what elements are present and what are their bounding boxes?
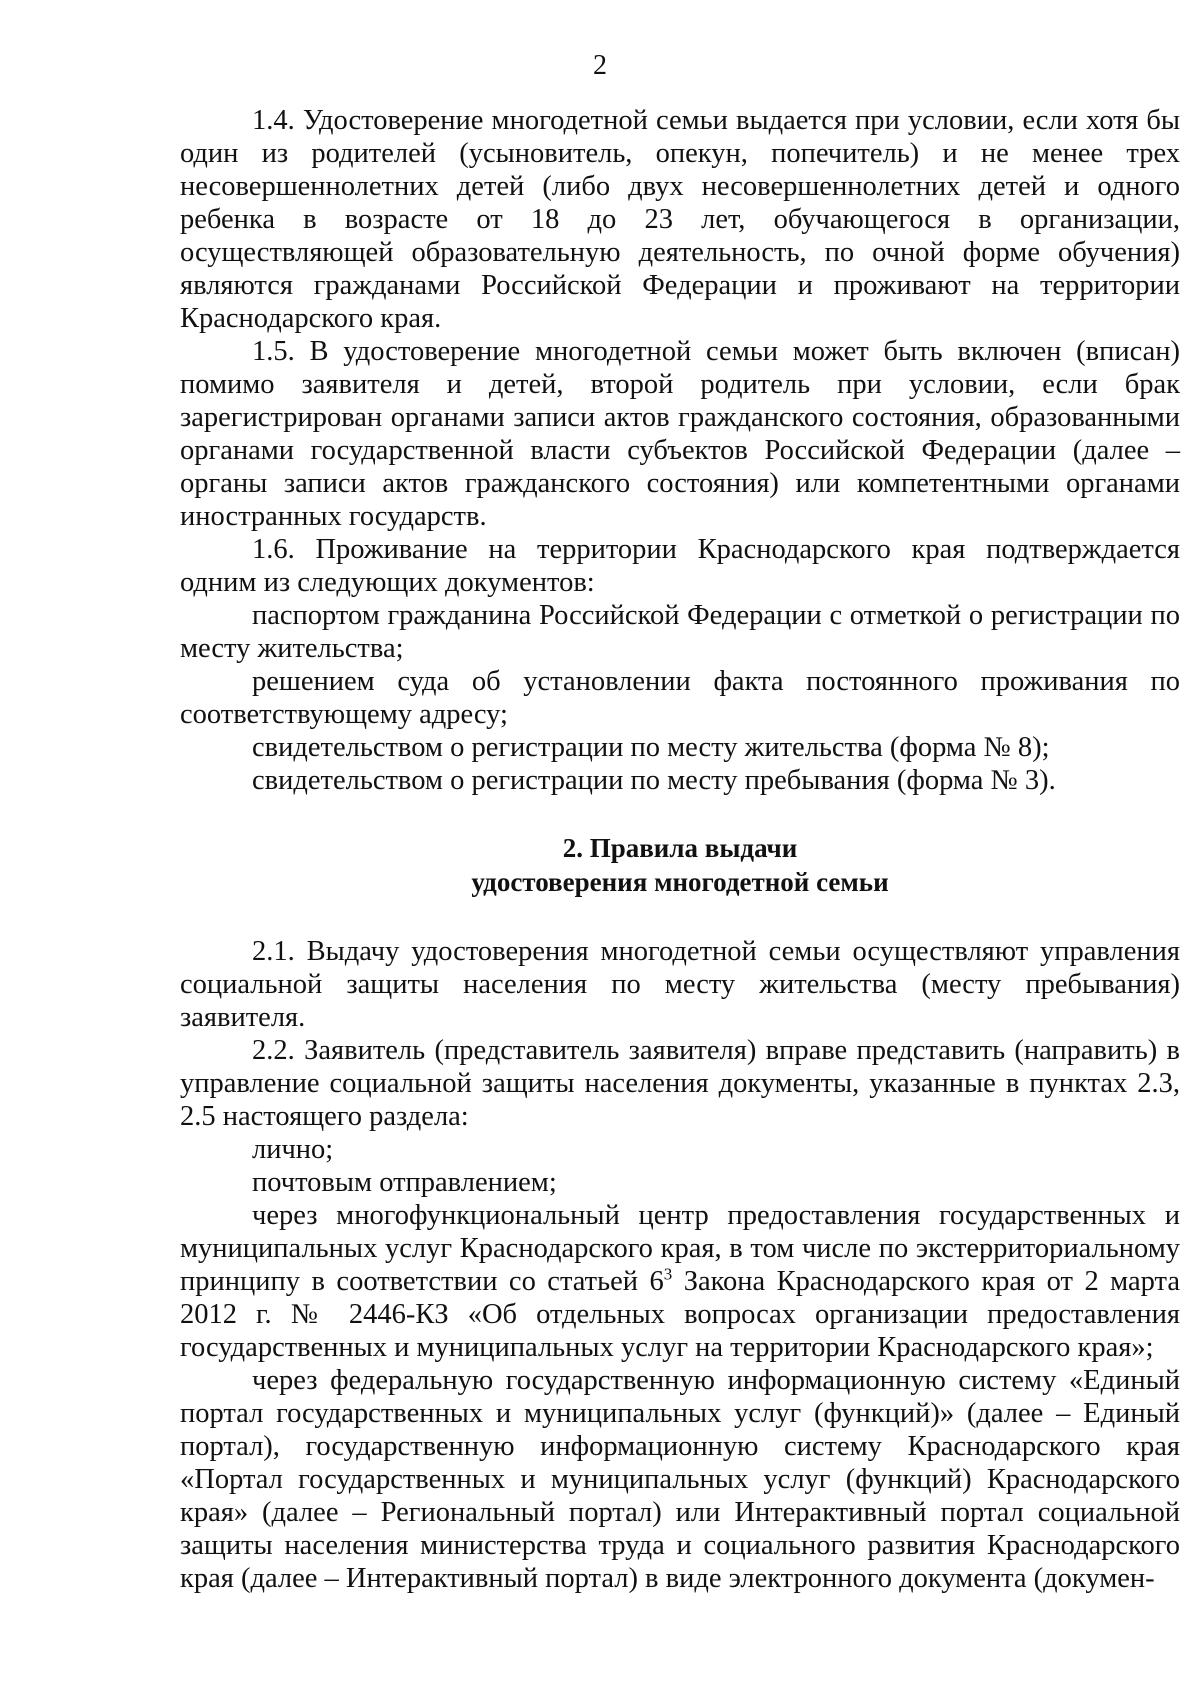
- paragraph-1-6: 1.6. Проживание на территории Краснодарского края подтверждается одним из следующих документов:: [180, 534, 1180, 598]
- list-item-in-person: лично;: [252, 1134, 334, 1165]
- mfc-text-start: через многофункциональный центр предоставления государственных и муниципальных услуг Краснодарского края, в том числе по экстерриториальному принципу в соответствии со статьей 6: [180, 1200, 1180, 1297]
- list-item-form-3: свидетельством о регистрации по месту пребывания (форма № 3).: [252, 765, 1056, 796]
- list-item-mfc: [180, 1199, 1180, 1364]
- paragraph-2-2: 2.2. Заявитель (представитель заявителя) вправе представить (направить) в управление социальной защиты населения документы, указанные в пунктах 2.3, 2.5 настоящего раздела:: [180, 1035, 1180, 1132]
- paragraph-1-4: 1.4. Удостоверение многодетной семьи выдается при условии, если хотя бы один из родителей (усыновитель, опекун, попечитель) и не менее трех несовершеннолетних детей (либо двух несовершеннолетних детей и одного ребенка в возрасте от 18 до 23 лет, обучающегося в организации, осуществляющей образовательную деятельность, по очной форме обучения) являются гражданами Российской Федерации и проживают на территории Краснодарского края.: [180, 105, 1180, 334]
- paragraph-1-5: 1.5. В удостоверение многодетной семьи может быть включен (вписан) помимо заявителя и детей, второй родитель при условии, если брак зарегистрирован органами записи актов гражданского состояния, образованными органами государственной власти субъектов Российской Федерации (далее – органы записи актов гражданского состояния) или компетентными органами иностранных государств.: [180, 336, 1180, 532]
- list-item-form-8: свидетельством о регистрации по месту жительства (форма № 8);: [252, 732, 1050, 763]
- section-heading-line-1: 2. Правила выдачи: [562, 833, 798, 863]
- paragraph-2-1: 2.1. Выдачу удостоверения многодетной семьи осуществляют управления социальной защиты населения по месту жительства (месту пребывания) заявителя.: [180, 936, 1180, 1033]
- document-body: [180, 104, 1180, 1595]
- page-number: 2: [593, 50, 607, 81]
- section-heading: [180, 831, 1180, 899]
- list-item-portals: через федеральную государственную информационную систему «Единый портал государственных и муниципальных услуг (функций)» (далее – Единый портал), государственную информационную систему Краснодарского края «Портал государственных и муниципальных услуг (функций) Краснодарского края» (далее – Региональный портал) или Интерактивный портал социальной защиты населения министерства труда и социального развития Краснодарского края (далее – Интерактивный портал) в виде электронного документа (докумен-: [180, 1365, 1180, 1594]
- list-item-court-decision: решением суда об установлении факта постоянного проживания по соответствующему адресу;: [180, 666, 1180, 730]
- mfc-text-end: Закона Краснодарского края от 2 марта 2012 г. № 2446-КЗ «Об отдельных вопросах организации предоставления государственных и муниципальных услуг на территории Краснодарского края»;: [180, 1266, 1180, 1363]
- list-item-by-mail: почтовым отправлением;: [252, 1167, 557, 1198]
- section-heading-line-2: удостоверения многодетной семьи: [471, 867, 889, 897]
- article-superscript: 3: [663, 1264, 673, 1284]
- list-item-passport: паспортом гражданина Российской Федерации с отметкой о регистрации по месту жительства;: [180, 600, 1180, 664]
